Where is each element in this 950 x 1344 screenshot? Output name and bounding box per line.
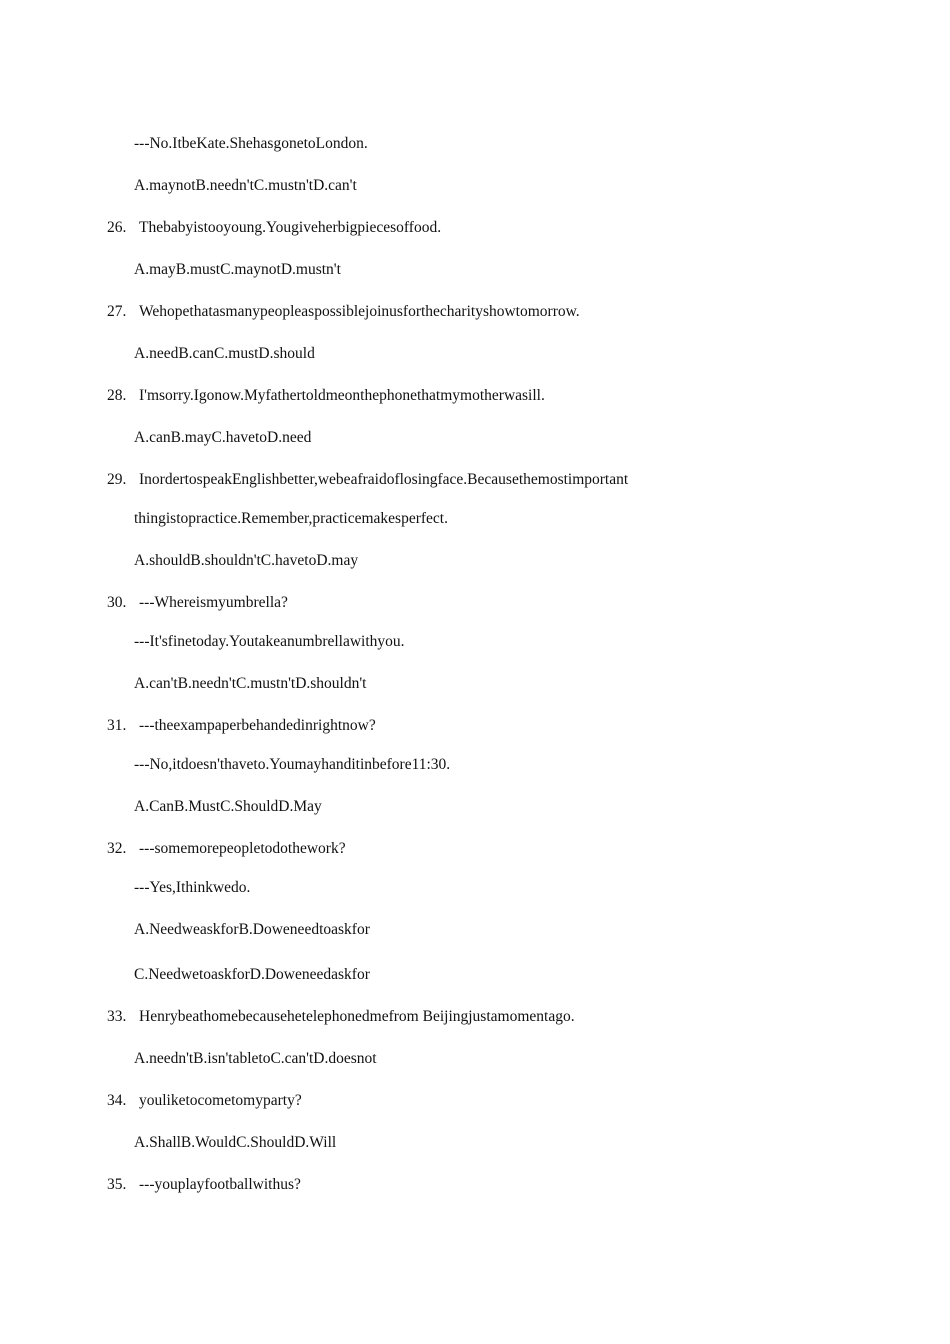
answer-options: C.NeedwetoaskforD.Doweneedaskfor bbox=[134, 966, 370, 983]
question-text: InordertospeakEnglishbetter,webeafraidoflosingface.Becausethemostimportant bbox=[139, 471, 629, 488]
dialogue-line: ---Yes,Ithinkwedo. bbox=[134, 879, 251, 896]
question-number: 27. bbox=[107, 303, 127, 320]
question-text: ---Whereismyumbrella? bbox=[139, 594, 288, 611]
question-number: 28. bbox=[107, 387, 127, 404]
answer-options: A.needB.canC.mustD.should bbox=[134, 345, 315, 362]
question-text: Wehopethatasmanypeopleaspossiblejoinusforthecharityshowtomorrow. bbox=[139, 303, 580, 320]
answer-options: A.can'tB.needn'tC.mustn'tD.shouldn't bbox=[134, 675, 367, 692]
answer-options: A.canB.mayC.havetoD.need bbox=[134, 429, 312, 446]
answer-options: A.NeedweaskforB.Doweneedtoaskfor bbox=[134, 921, 370, 938]
question-text: ---theexampaperbehandedinrightnow? bbox=[139, 717, 376, 734]
dialogue-line: ---It'sfinetoday.Youtakeanumbrellawithyou. bbox=[134, 633, 405, 650]
question-number: 31. bbox=[107, 717, 127, 734]
question-text-continued: thingistopractice.Remember,practicemakesperfect. bbox=[134, 510, 448, 527]
question-number: 34. bbox=[107, 1092, 127, 1109]
question-text: ---somemorepeopletodothework? bbox=[139, 840, 346, 857]
question-number: 35. bbox=[107, 1176, 127, 1193]
answer-options: A.ShallB.WouldC.ShouldD.Will bbox=[134, 1134, 337, 1151]
question-text: Thebabyistooyoung.Yougiveherbigpiecesoffood. bbox=[139, 219, 442, 236]
dialogue-line: ---No,itdoesn'thaveto.Youmayhanditinbefore11:30. bbox=[134, 756, 451, 773]
answer-options: A.maynotB.needn'tC.mustn'tD.can't bbox=[134, 177, 357, 194]
question-number: 33. bbox=[107, 1008, 127, 1025]
answer-options: A.mayB.mustC.maynotD.mustn't bbox=[134, 261, 341, 278]
answer-options: A.shouldB.shouldn'tC.havetoD.may bbox=[134, 552, 359, 569]
question-number: 26. bbox=[107, 219, 127, 236]
answer-options: A.CanB.MustC.ShouldD.May bbox=[134, 798, 322, 815]
question-text: youliketocometomyparty? bbox=[139, 1092, 302, 1109]
question-text: I'msorry.Igonow.Myfathertoldmeonthephonethatmymotherwasill. bbox=[139, 387, 545, 404]
question-number: 29. bbox=[107, 471, 127, 488]
question-text: Henrybeathomebecausehetelephonedmefrom Beijingjustamomentago. bbox=[139, 1008, 575, 1025]
dialogue-line: ---No.ItbeKate.ShehasgonetoLondon. bbox=[134, 135, 368, 152]
question-number: 30. bbox=[107, 594, 127, 611]
answer-options: A.needn'tB.isn'tabletoC.can'tD.doesnot bbox=[134, 1050, 377, 1067]
question-number: 32. bbox=[107, 840, 127, 857]
question-text: ---youplayfootballwithus? bbox=[139, 1176, 301, 1193]
